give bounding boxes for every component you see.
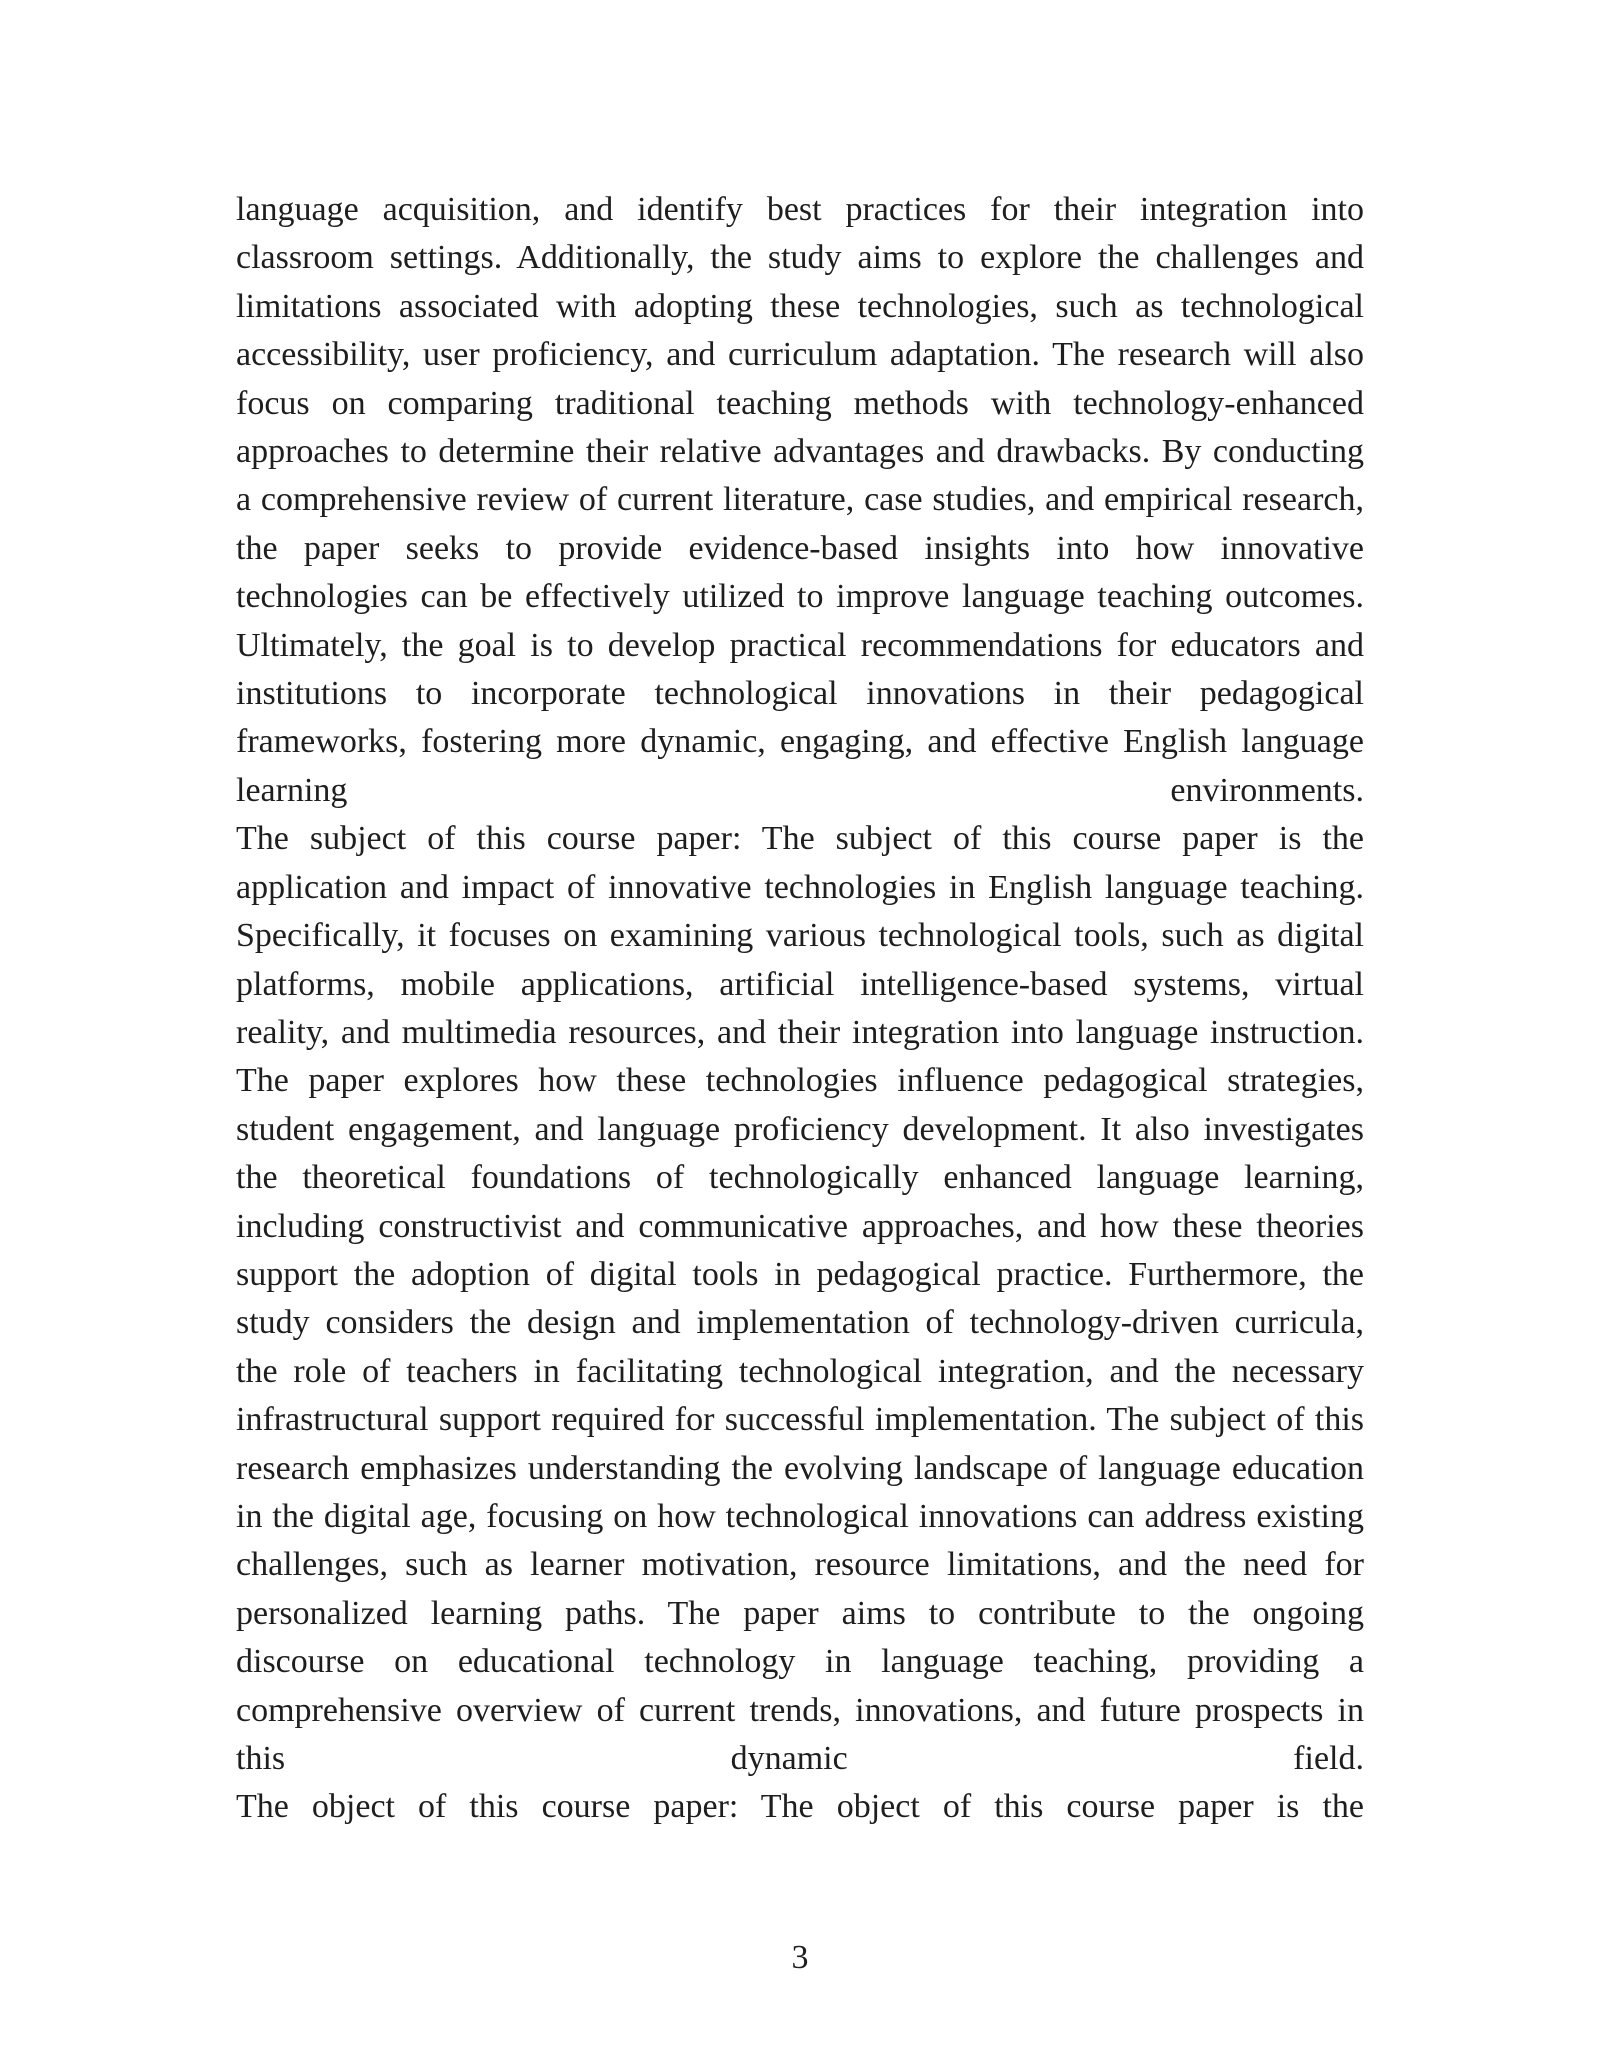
body-text xyxy=(236,186,1364,1832)
page-number: 3 xyxy=(791,1939,809,1976)
paragraph-object: The object of this course paper: The object of this course paper is the xyxy=(236,1788,1364,1826)
paragraph-aims-continuation: language acquisition, and identify best practices for their integration into classroom settings. Additionally, the study aims to explore the challenges and limitations associated with adopting these technologies, such as technological accessibility, user proficiency, and curriculum adaptation. The research will also focus on comparing traditional teaching methods with technology-enhanced approaches to determine their relative advantages and drawbacks. By conducting a comprehensive review of current literature, case studies, and empirical research, the paper seeks to provide evidence-based insights into how innovative technologies can be effectively utilized to improve language teaching outcomes. Ultimately, the goal is to develop practical recommendations for educators and institutions to incorporate technological innovations in their pedagogical frameworks, fostering more dynamic, engaging, and effective English language learning environments. xyxy=(236,191,1364,809)
paragraph-subject: The subject of this course paper: The subject of this course paper is the application and impact of innovative technologies in English language teaching. Specifically, it focuses on examining various technological tools, such as digital platforms, mobile applications, artificial intelligence-based systems, virtual reality, and multimedia resources, and their integration into language instruction. The paper explores how these technologies influence pedagogical strategies, student engagement, and language proficiency development. It also investigates the theoretical foundations of technologically enhanced language learning, including constructivist and communicative approaches, and how these theories support the adoption of digital tools in pedagogical practice. Furthermore, the study considers the design and implementation of technology-driven curricula, the role of teachers in facilitating technological integration, and the necessary infrastructural support required for successful implementation. The subject of this research emphasizes understanding the evolving landscape of language education in the digital age, focusing on how technological innovations can address existing challenges, such as learner motivation, resource limitations, and the need for personalized learning paths. The paper aims to contribute to the ongoing discourse on educational technology in language teaching, providing a comprehensive overview of current trends, innovations, and future prospects in this dynamic field. xyxy=(236,820,1364,1777)
